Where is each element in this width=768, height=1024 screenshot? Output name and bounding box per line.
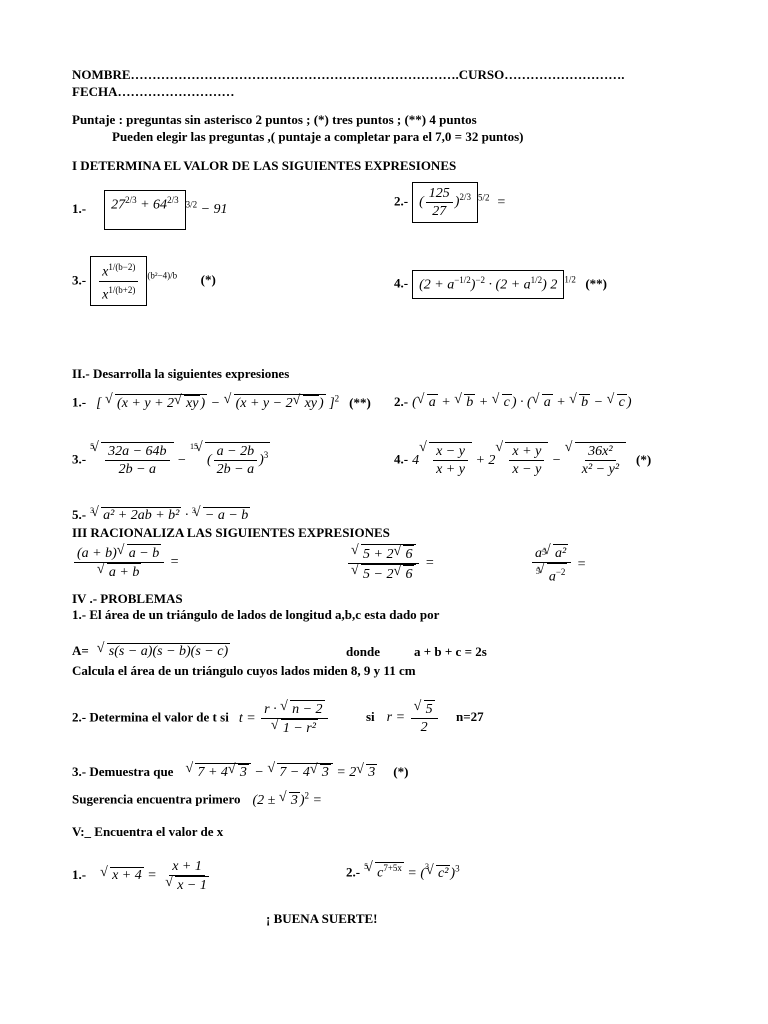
s3-expr1: (a + b)√ a − b √ a + b = [72,544,179,581]
s2-item1-mark: (**) [349,394,371,410]
s4-p1-intro: 1.- El área de un triángulo de lados de longitud a,b,c esta dado por [72,607,440,622]
s3-expr3: $\frac{a^5√ a^2}{^5√ a^{-2}}$ = [530,544,586,586]
s2-item5-label: 5.- [72,507,87,522]
header-name: NOMBRE………………………………………………………………….CURSO………………………. [72,67,625,82]
s1-item3: 3.- $\frac{x^{1/(b-2)}}{x^{1/(b+2)}}$ $^{(b^2-4)/b}$ (*) [72,256,216,306]
scoring-line2: Pueden elegir las preguntas ,( puntaje a completar para el 7,0 = 32 puntos) [112,129,524,144]
s1-item1: 1.- $27^{2/3} + 64^{2/3}$ $^{3/2}$ − 91 [72,190,228,230]
s2-item2: 2.- (√ a + √ b + √ c ) · (√ a + √ b − √ c ) [394,393,632,411]
s2-item5: 5.- $^3$√ a² + 2ab + b² · $^3$√ − a − b [72,506,250,524]
scoring-line1: Puntaje : preguntas sin asterisco 2 puntos ; (*) tres puntos ; (**) 4 puntos [72,112,477,127]
section5-title: V:_ Encuentra el valor de x [72,824,224,839]
s4-p1-donde: donde [346,644,380,659]
s4-p1-cond: a + b + c = 2s [414,644,487,659]
s2-item3-label: 3.- [72,451,87,467]
s5-item2: 2.- $^5$√ $c^{7+5x} = (^3√$ c² )$^3$ [346,862,460,882]
s2-item1: 1.- [ √ (x + y + 2√ xy ) − √ (x + y − 2√ xy ) ]$^2$ (**) [72,393,371,412]
s5-item1-label: 1.- [72,867,87,883]
s2-item1-label: 1.- [72,394,87,410]
section2-title: II.- Desarrolla la siguientes expresiones [72,366,290,381]
s4-p2: 2.- Determina el valor de t si t = r · √ n − 2 √ 1 − r² [72,700,330,737]
s2-item4-label: 4.- [394,451,409,467]
footer-good-luck: ¡ BUENA SUERTE! [266,911,378,926]
s5-item1: 1.- √ x + 4 = x + 1 √ x − 1 [72,858,214,894]
s1-item4: 4.- $(2 + a^{-1/2})^{-2} \cdot (2 + a^{1/2})$ 2 $^{1/2}$ (**) [394,270,607,299]
s4-p1-task: Calcula el área de un triángulo cuyos lados miden 8, 9 y 11 cm [72,663,416,678]
s4-p2-si-label: si [366,709,375,725]
s1-item3-mark: (*) [200,272,216,288]
s1-item2-label: 2.- [394,193,409,209]
header-date: FECHA……………………… [72,84,235,99]
s5-item2-label: 2.- [346,864,361,880]
s4-p3-hint: Sugerencia encuentra primero (2 ± √ 3 )$^2$ = [72,790,322,809]
s2-item4-mark: (*) [636,451,652,467]
s3-expr2: √ 5 + 2√ 6 √ 5 − 2√ 6 = [346,544,434,583]
section3-title: III RACIONALIZA LAS SIGUIENTES EXPRESIONES [72,525,390,540]
s2-item2-label: 2.- [394,394,409,409]
s1-item1-label: 1.- [72,201,87,217]
s4-p3-label: 3.- Demuestra que [72,764,174,779]
section4-title: IV .- PROBLEMAS [72,591,183,606]
s1-item4-mark: (**) [585,275,608,291]
s4-p3-hint-label: Sugerencia encuentra primero [72,791,241,807]
s1-item2: 2.- ( $\frac{125}{27}$ )$^{2/3}$ $^{5/2}$ = [394,182,506,223]
s2-item3: 3.- $^5$ √ $\frac{32a - 64b}{2b - a}$ − $^{15}$√ ( $\frac{a - 2b}{2b - a}$ )$^3$ [72,442,270,478]
s4-p2-n: n=27 [456,709,484,724]
section1-title: I DETERMINA EL VALOR DE LAS SIGUIENTES EXPRESIONES [72,158,457,173]
s1-item3-label: 3.- [72,272,87,288]
s4-p1-A: A= [72,643,89,658]
s4-p3-mark: (*) [393,764,409,779]
s4-p2-si: si r = √ $\frac{5}{2}$ [366,700,440,736]
s4-p3: 3.- Demuestra que √ 7 + 4√ 3 − √ 7 − 4√ 3 = 2√ 3 (*) [72,763,408,781]
s1-item4-label: 4.- [394,275,409,291]
s2-item4: 4.- 4 √ $\frac{x - y}{x + y}$ + 2 √ $\frac{x + y}{x - y}$ − √ $\frac{\text{36x²}}{\text{x² − y²}}$ (*) [394,442,651,478]
s4-p1-formula: A= √ s(s − a)(s − b)(s − c) [72,642,230,660]
s4-p2-label: 2.- Determina el valor de t si [72,709,229,725]
